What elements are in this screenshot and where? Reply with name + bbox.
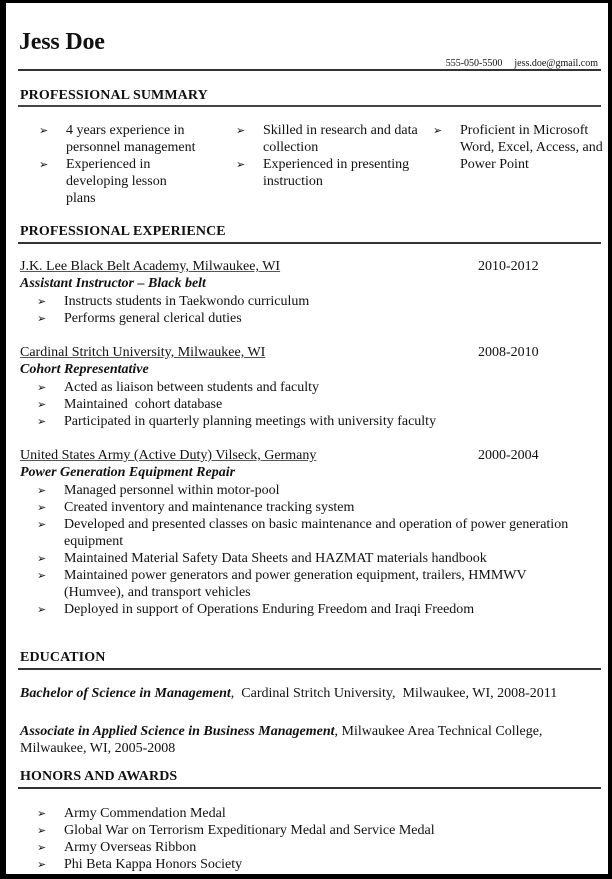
job-bullet: ➢ Created inventory and maintenance tracking system	[37, 499, 582, 516]
summary-item: ➢ Experienced in developing lesson plans	[39, 156, 239, 207]
job-bullet: ➢ Participated in quarterly planning meetings with university faculty	[37, 413, 597, 430]
company-name: Cardinal Stritch University, Milwaukee, WI	[20, 345, 266, 360]
resume-page	[6, 3, 608, 874]
job-bullets	[37, 293, 597, 327]
job-years: 2000-2004	[478, 448, 539, 463]
honor-item: ➢ Phi Beta Kappa Honors Society	[37, 856, 597, 873]
section-heading-honors: HONORS AND AWARDS	[20, 769, 178, 784]
section-heading-summary: PROFESSIONAL SUMMARY	[20, 88, 208, 103]
degree-name: Associate in Applied Science in Business Management	[20, 724, 335, 739]
section-heading-education: EDUCATION	[20, 650, 106, 665]
education-entry	[20, 685, 600, 702]
summary-column-3	[433, 122, 603, 173]
job-title: Cohort Representative	[20, 362, 149, 377]
education-divider	[18, 668, 601, 670]
company-name: United States Army (Active Duty) Vilseck, Germany	[20, 448, 317, 463]
summary-column-1	[39, 122, 239, 207]
degree-name: Bachelor of Science in Management	[20, 686, 231, 701]
job-bullet: ➢ Developed and presented classes on basic maintenance and operation of power generation equipment	[37, 516, 582, 550]
job-bullet: ➢ Maintained cohort database	[37, 396, 597, 413]
honor-item: ➢ Army Commendation Medal	[37, 805, 597, 822]
job-company	[20, 345, 265, 361]
job-bullet: ➢ Maintained power generators and power generation equipment, trailers, HMMWV (Humvee), and transport vehicles	[37, 567, 582, 601]
education-entry	[20, 723, 600, 757]
header-divider	[18, 69, 601, 71]
job-bullets	[37, 482, 582, 618]
job-years: 2010-2012	[478, 259, 539, 274]
candidate-name: Jess Doe	[19, 29, 105, 55]
job-bullet: ➢ Managed personnel within motor-pool	[37, 482, 582, 499]
job-company	[20, 259, 280, 275]
experience-divider	[18, 242, 601, 244]
summary-item: ➢ Experienced in presenting instruction	[236, 156, 426, 190]
summary-column-2	[236, 122, 426, 190]
summary-item: ➢ 4 years experience in personnel management	[39, 122, 239, 156]
job-bullet: ➢ Maintained Material Safety Data Sheets and HAZMAT materials handbook	[37, 550, 582, 567]
job-bullet: ➢ Instructs students in Taekwondo curriculum	[37, 293, 597, 310]
job-company	[20, 448, 316, 464]
honors-divider	[18, 787, 601, 789]
summary-divider	[18, 105, 601, 107]
summary-item: ➢ Skilled in research and data collection	[236, 122, 426, 156]
honor-item: ➢ Army Overseas Ribbon	[37, 839, 597, 856]
contact-info	[446, 58, 598, 69]
degree-details: , Milwaukee Area Technical College, Milwaukee, WI, 2005-2008	[20, 724, 543, 756]
degree-details: , Cardinal Stritch University, Milwaukee, WI, 2008-2011	[230, 686, 558, 701]
job-bullet: ➢ Deployed in support of Operations Enduring Freedom and Iraqi Freedom	[37, 601, 582, 618]
company-name: J.K. Lee Black Belt Academy, Milwaukee, WI	[20, 259, 281, 274]
job-bullet: ➢ Performs general clerical duties	[37, 310, 597, 327]
email-address: jess.doe@gmail.com	[514, 58, 598, 69]
job-title: Power Generation Equipment Repair	[20, 465, 236, 480]
honor-item: ➢ Global War on Terrorism Expeditionary Medal and Service Medal	[37, 822, 597, 839]
job-bullets	[37, 379, 597, 430]
honors-list	[37, 805, 597, 873]
job-bullet: ➢ Acted as liaison between students and faculty	[37, 379, 597, 396]
phone-number: 555-050-5500	[445, 58, 503, 69]
job-title: Assistant Instructor – Black belt	[20, 276, 206, 291]
job-years: 2008-2010	[478, 345, 539, 360]
summary-item: ➢ Proficient in Microsoft Word, Excel, Access, and Power Point	[433, 122, 603, 173]
section-heading-experience: PROFESSIONAL EXPERIENCE	[20, 224, 226, 239]
